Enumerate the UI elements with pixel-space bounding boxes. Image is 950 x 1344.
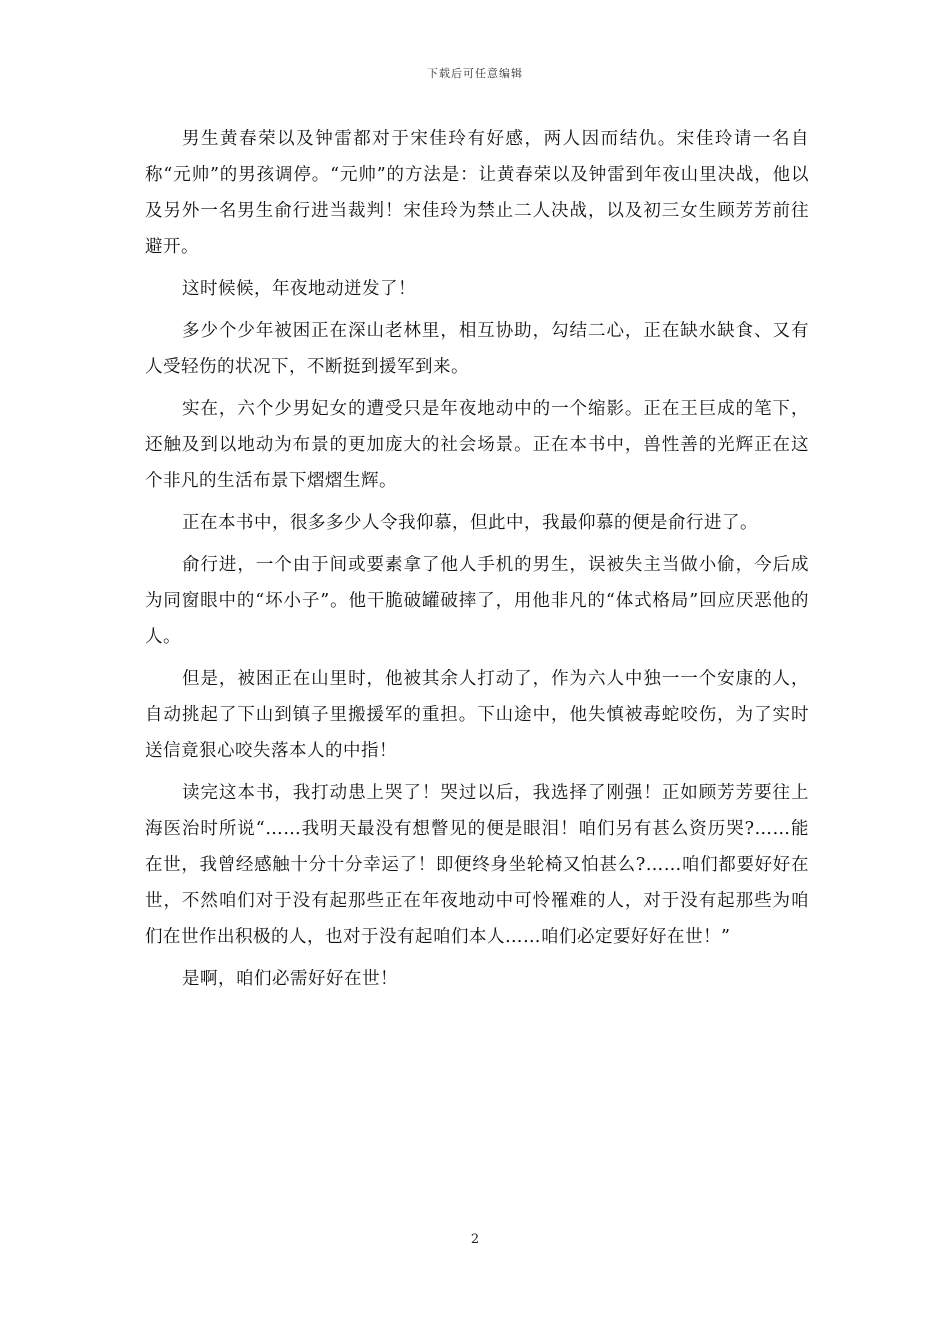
paragraph: 实在，六个少男妃女的遭受只是年夜地动中的一个缩影。正在王巨成的笔下，还触及到以地动为布景的更加庞大的社会场景。正在本书中，兽性善的光辉正在这个非凡的生活布景下熠熠生辉。 (145, 399, 809, 491)
paragraph: 这时候候，年夜地动迸发了！ (182, 279, 416, 299)
page-header: 下载后可任意编辑 (427, 67, 523, 80)
paragraph: 正在本书中，很多多少人令我仰慕，但此中，我最仰慕的便是俞行进了。 (182, 513, 758, 533)
paragraph: 但是，被困正在山里时，他被其余人打动了，作为六人中独一一个安康的人，自动挑起了下山到镇子里搬援军的重担。下山途中，他失慎被毒蛇咬伤，为了实时送信竟狠心咬失落本人的中指！ (145, 669, 809, 761)
page-number: 2 (470, 1232, 480, 1247)
paragraph: 是啊，咱们必需好好在世！ (182, 969, 398, 989)
paragraph: 男生黄春荣以及钟雷都对于宋佳玲有好感，两人因而结仇。宋佳玲请一名自称“元帅”的男孩调停。“元帅”的方法是：让黄春荣以及钟雷到年夜山里决战，他以及另外一名男生俞行进当裁判！宋佳玲为禁止二人决战，以及初三女生顾芳芳前往避开。 (145, 129, 809, 257)
paragraph: 俞行进，一个由于间或要素拿了他人手机的男生，误被失主当做小偷，今后成为同窗眼中的“坏小子”。他干脆破罐破摔了，用他非凡的“体式格局”回应厌恶他的人。 (145, 555, 809, 647)
paragraph: 多少个少年被困正在深山老林里，相互协助，勾结二心，正在缺水缺食、又有人受轻伤的状况下，不断挺到援军到来。 (145, 321, 809, 377)
paragraph: 读完这本书，我打动患上哭了！哭过以后，我选择了刚强！正如顾芳芳要往上海医治时所说“……我明天最没有想瞥见的便是眼泪！咱们另有甚么资历哭?……能在世，我曾经感触十分十分幸运了！即便终身坐轮椅又怕甚么?……咱们都要好好在世，不然咱们对于没有起那些正在年夜地动中可怜罹难的人，对于没有起那些为咱们在世作出积极的人，也对于没有起咱们本人……咱们必定要好好在世！” (145, 783, 809, 947)
document-body (145, 121, 809, 1003)
